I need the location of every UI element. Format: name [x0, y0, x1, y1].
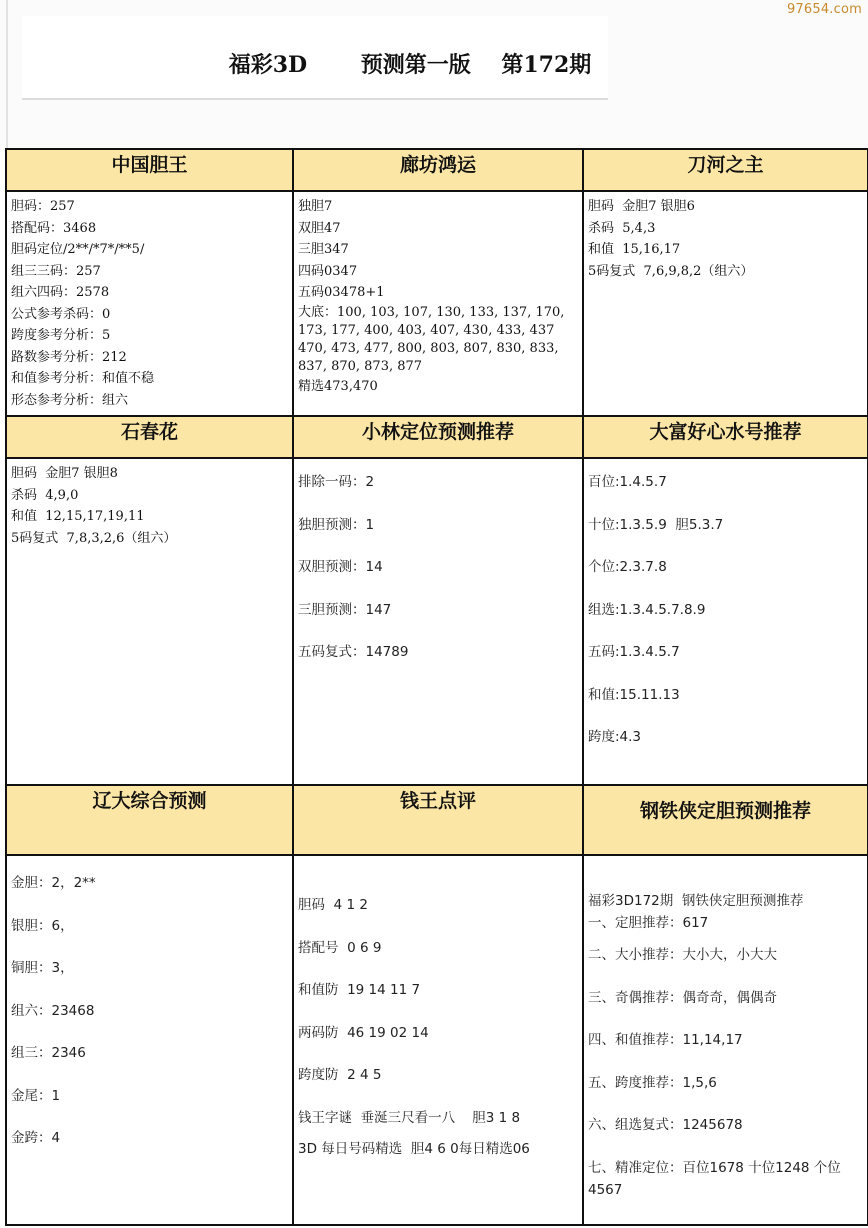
- section-body-qianwang: [293, 855, 583, 1225]
- text-line: 钱王字谜 垂涎三尺看一八 胆3 1 8: [298, 1109, 521, 1126]
- text-line: 组六四码：2578: [11, 285, 110, 300]
- text-line: 银胆：6，: [11, 917, 74, 934]
- section-title-zhongguo: 中国胆王: [6, 149, 293, 191]
- text-line: 金跨：4: [11, 1130, 61, 1146]
- content-row-2: [6, 458, 868, 785]
- header-row-3: [6, 785, 868, 855]
- text-line: 和值 15,16,17: [588, 242, 681, 257]
- text-line: 跨度:4.3: [588, 729, 642, 745]
- text-line: 金尾：1: [11, 1087, 61, 1104]
- section-title-xiaolin: 小林定位预测推荐: [293, 416, 583, 458]
- text-line: 跨度参考分析：5: [11, 328, 111, 343]
- text-line: 大底：100, 103, 107, 130, 133, 137, 170, 173, 177, 400, 403, 407, 430, 433, 437: [298, 304, 569, 338]
- header-row-2: [6, 416, 868, 458]
- text-line: 个位:2.3.7.8: [588, 559, 667, 575]
- section-body-xiaolin: [293, 458, 583, 785]
- prediction-grid: [5, 148, 868, 1226]
- text-line: 二、大小推荐：大小大，小大大: [588, 947, 777, 963]
- content-row-1: [6, 191, 868, 416]
- text-line: 胆码 金胆7 银胆6: [588, 199, 695, 214]
- text-line: 独胆预测：1: [298, 516, 375, 533]
- text-line: 三、奇偶推荐：偶奇奇，偶偶奇: [588, 989, 777, 1006]
- text-line: 五码复式：14789: [298, 644, 409, 660]
- text-line: 路数参考分析：212: [11, 349, 127, 365]
- text-line: 杀码 5,4,3: [588, 220, 656, 236]
- text-line: 470, 473, 477, 800, 803, 807, 830, 833, 837, 870, 873, 877: [298, 340, 563, 374]
- section-body-zhongguo: [6, 191, 293, 416]
- text-line: 3D 每日号码精选 胆4 6 0每日精选06: [298, 1141, 530, 1157]
- header-row-1: [6, 149, 868, 191]
- text-line: 组三：2346: [11, 1045, 86, 1061]
- text-line: 组选:1.3.4.5.7.8.9: [588, 601, 706, 618]
- section-body-langfang: [293, 191, 583, 416]
- section-title-shichunhua: 石春花: [6, 416, 293, 458]
- section-body-dafu: [583, 458, 868, 785]
- text-line: 5码复式 7,6,9,8,2（组六）: [588, 263, 754, 279]
- text-line: 金胆：2，2**: [11, 875, 96, 891]
- text-line: 和值 12,15,17,19,11: [11, 509, 145, 524]
- text-line: 组六：23468: [11, 1002, 95, 1019]
- section-title-gangtiexia: 钢铁侠定胆预测推荐: [583, 785, 868, 855]
- section-body-shichunhua: [6, 458, 293, 785]
- header-band: [0, 0, 868, 150]
- text-line: 三胆347: [298, 242, 349, 257]
- text-line: 一、定胆推荐：617: [588, 915, 709, 931]
- text-line: 五、跨度推荐：1,5,6: [588, 1074, 717, 1091]
- text-line: 形态参考分析：组六: [11, 392, 129, 408]
- text-line: 和值防 19 14 11 7: [298, 982, 421, 998]
- text-line: 六、组选复式：1245678: [588, 1117, 743, 1133]
- text-line: 组三三码：257: [11, 263, 101, 279]
- section-title-qianwang: 钱王点评: [293, 785, 583, 855]
- section-body-gangtiexia: [583, 855, 868, 1225]
- text-line: 七、精准定位：百位1678 十位1248 个位4567: [588, 1159, 841, 1198]
- text-line: 胆码 4 1 2: [298, 897, 368, 913]
- text-line: 搭配码：3468: [11, 220, 97, 236]
- text-line: 三胆预测：147: [298, 601, 392, 618]
- text-line: 胆码定位/2**/*7*/**5/: [11, 242, 145, 257]
- site-watermark: 97654.com: [786, 2, 862, 17]
- text-line: 百位:1.4.5.7: [588, 474, 667, 490]
- section-title-langfang: 廊坊鸿运: [293, 149, 583, 191]
- text-line: 精选473,470: [298, 378, 378, 394]
- text-line: 和值:15.11.13: [588, 686, 680, 703]
- text-line: 两码防 46 19 02 14: [298, 1024, 429, 1041]
- section-title-daohe: 刀河之主: [583, 149, 868, 191]
- section-body-daohe: [583, 191, 868, 416]
- text-line: 胆码：257: [11, 199, 75, 214]
- text-line: 胆码 金胆7 银胆8: [11, 466, 118, 481]
- section-body-liaoda: [6, 855, 293, 1225]
- text-line: 四、和值推荐：11,14,17: [588, 1032, 743, 1048]
- text-line: 跨度防 2 4 5: [298, 1067, 382, 1083]
- section-title-dafu: 大富好心水号推荐: [583, 416, 868, 458]
- text-line: 公式参考杀码：0: [11, 306, 111, 322]
- text-line: 双胆47: [298, 220, 341, 236]
- section-title-liaoda: 辽大综合预测: [6, 785, 293, 855]
- text-line: 5码复式 7,8,3,2,6（组六）: [11, 530, 177, 546]
- text-line: 杀码 4,9,0: [11, 487, 79, 503]
- page-title: 福彩3D 预测第一版 第172期: [228, 52, 592, 78]
- text-line: 双胆预测：14: [298, 559, 383, 575]
- text-line: 铜胆：3，: [11, 960, 74, 976]
- text-line: 独胆7: [298, 199, 333, 214]
- text-line: 排除一码：2: [298, 474, 375, 490]
- text-line: 四码0347: [298, 263, 358, 279]
- text-line: 五码03478+1: [298, 285, 385, 300]
- text-line: 十位:1.3.5.9 胆5.3.7: [588, 516, 724, 533]
- text-line: 福彩3D172期 钢铁侠定胆预测推荐: [588, 893, 804, 909]
- text-line: 搭配号 0 6 9: [298, 939, 382, 956]
- content-row-3: [6, 855, 868, 1225]
- text-line: 五码:1.3.4.5.7: [588, 644, 680, 660]
- text-line: 和值参考分析：和值不稳: [11, 371, 155, 386]
